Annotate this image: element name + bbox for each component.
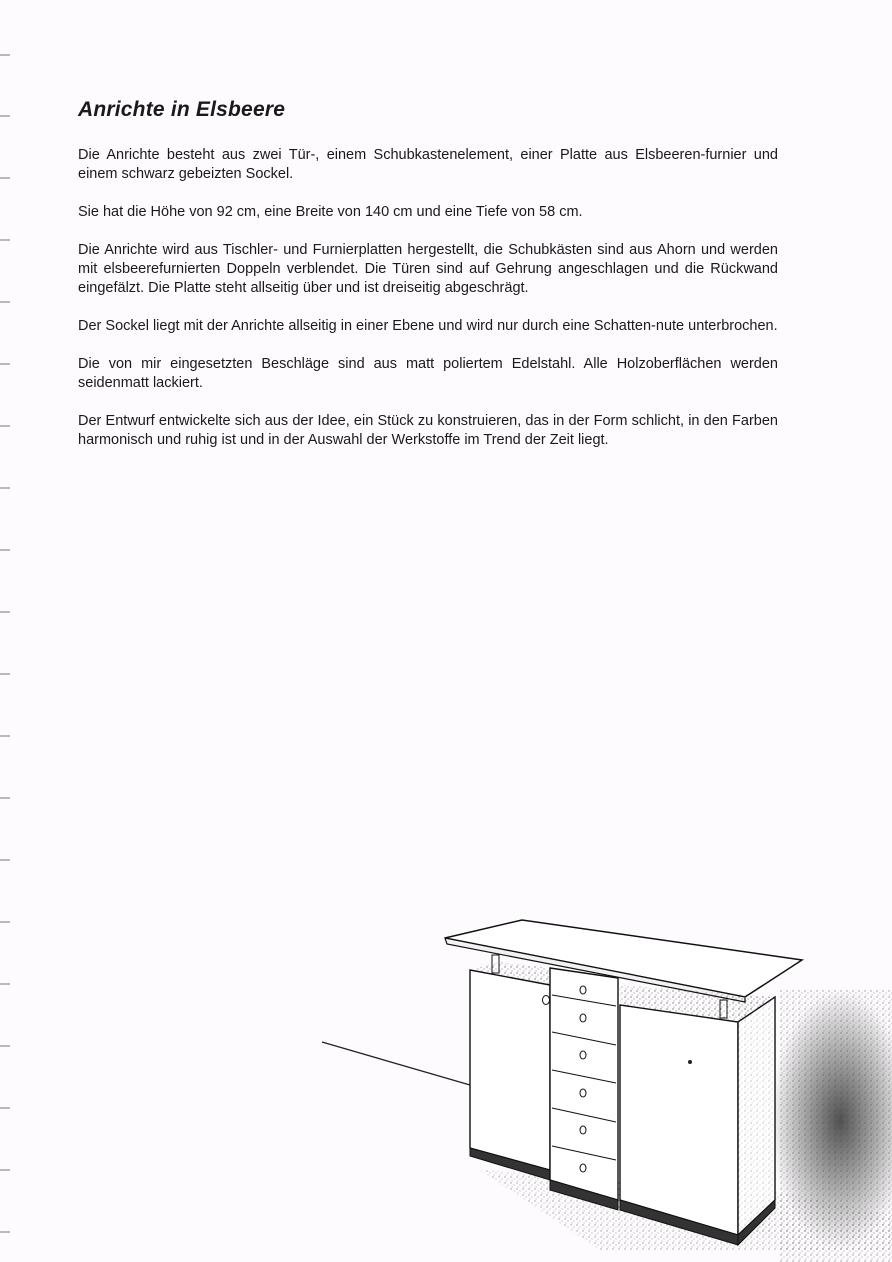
paragraph-dimensions: Sie hat die Höhe von 92 cm, eine Breite von 140 cm und eine Tiefe von 58 cm.	[78, 204, 583, 220]
paragraph-materials: Die Anrichte wird aus Tischler- und Furnierplatten hergestellt, die Schubkästen sind aus Ahorn und werden mit elsbeerefurnierten Doppeln verblendet. Die Türen sind auf Gehrung angeschlagen und die Rückwand eingefälzt. Die Platte steht allseitig über und ist dreiseitig abgeschrägt.	[78, 242, 778, 296]
sideboard-drawing-icon	[300, 900, 892, 1262]
paragraph-design: Der Entwurf entwickelte sich aus der Idee, ein Stück zu konstruieren, das in der Form schlicht, in den Farben harmonisch und ruhig ist und in der Auswahl der Werkstoffe im Trend der Zeit liegt.	[78, 413, 778, 448]
paragraph-construction: Die Anrichte besteht aus zwei Tür-, einem Schubkastenelement, einer Platte aus Elsbeeren-furnier und einem schwarz gebeizten Sockel.	[78, 147, 778, 182]
document-title: Anrichte in Elsbeere	[78, 98, 286, 121]
document-body	[78, 146, 778, 469]
paragraph-plinth: Der Sockel liegt mit der Anrichte allseitig in einer Ebene und wird nur durch eine Schatten-nute unterbrochen.	[78, 318, 778, 334]
binding-hole-marks	[0, 0, 20, 1262]
paragraph-fittings: Die von mir eingesetzten Beschläge sind aus matt poliertem Edelstahl. Alle Holzoberflächen werden seidenmatt lackiert.	[78, 356, 778, 391]
